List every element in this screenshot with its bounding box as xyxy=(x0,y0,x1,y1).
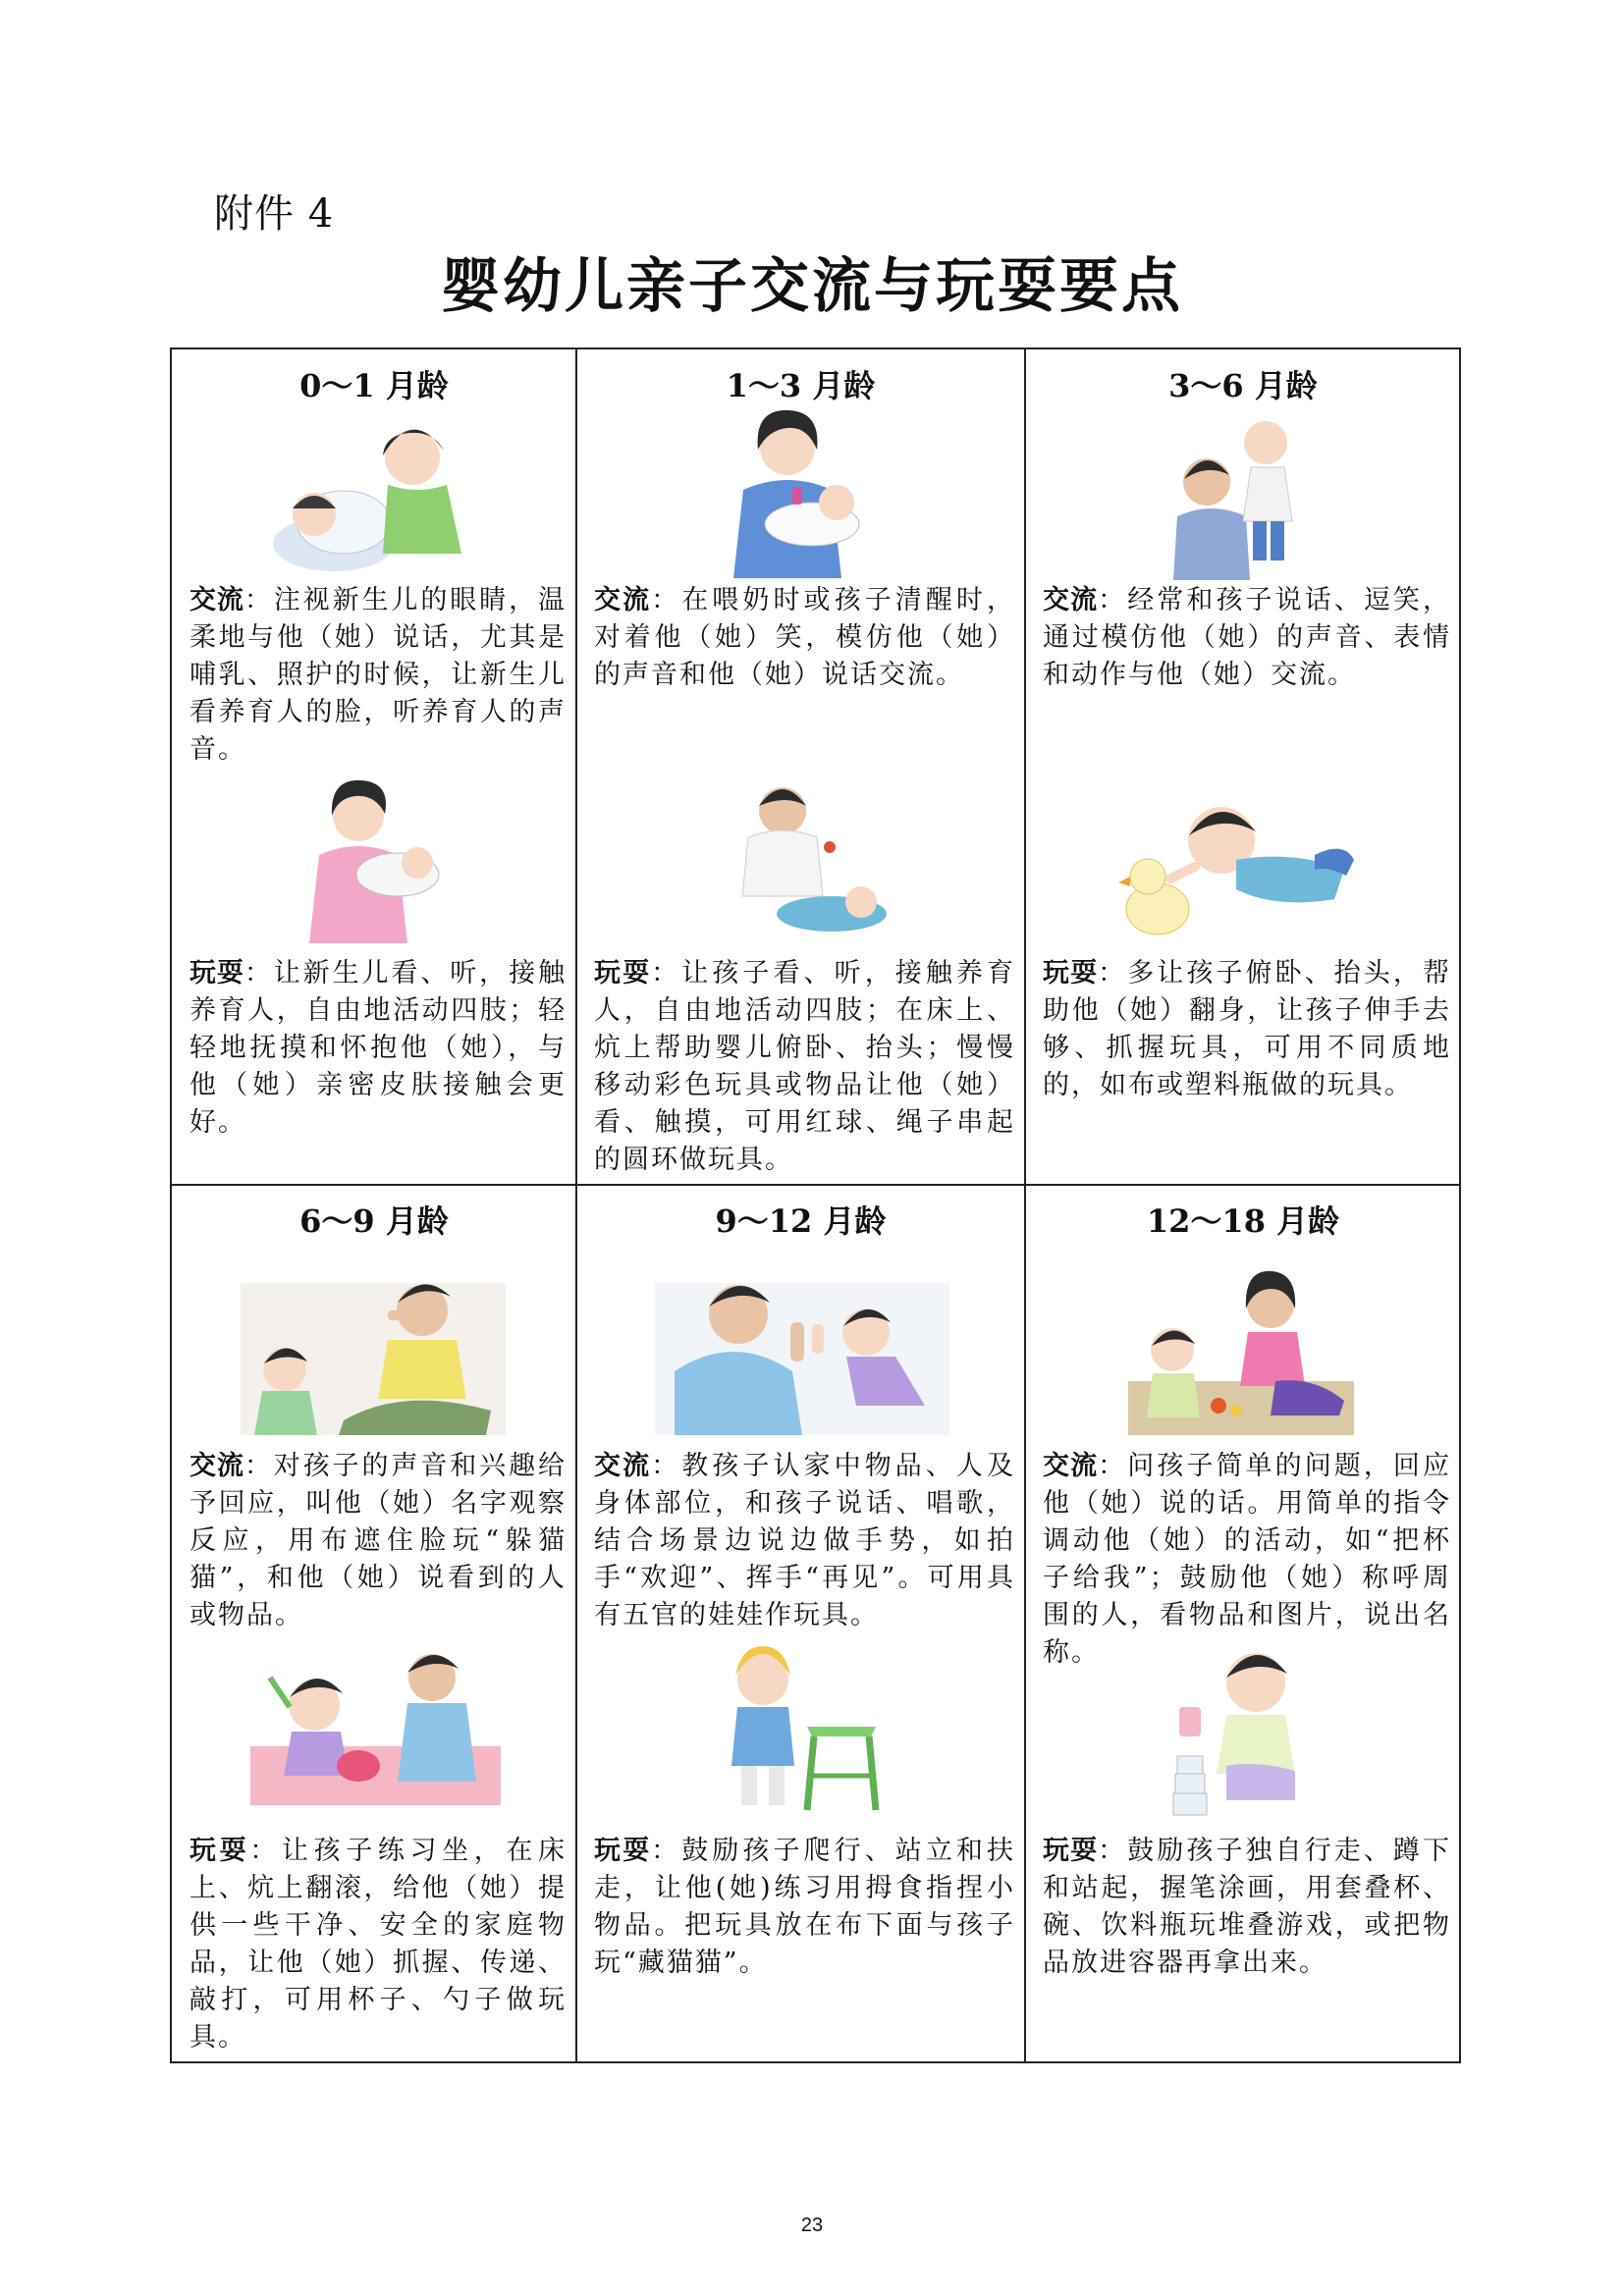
communicate-text: 交流：在喂奶时或孩子清醒时，对着他（她）笑，模仿他（她）的声音和他（她）说话交流。 xyxy=(594,585,1016,690)
age-heading: 0～1 月龄 xyxy=(299,367,449,404)
father-lifting-baby-illustration xyxy=(1172,408,1310,585)
play-text: 玩耍：鼓励孩子爬行、站立和扶走，让他(她)练习用拇食指捏小物品。把玩具放在布下面与孩子玩“藏猫猫”。 xyxy=(594,1836,1016,1978)
baby-reaching-duck-illustration xyxy=(1118,786,1364,943)
play-text: 玩耍：鼓励孩子独自行走、蹲下和站起，握笔涂画，用套叠杯、碗、饮料瓶玩堆叠游戏，或把物品放进容器再拿出来。 xyxy=(1043,1836,1452,1978)
cell-age-12-18 xyxy=(1025,1185,1461,2063)
mother-newborn-illustration xyxy=(265,406,471,583)
child-stacking-cups-illustration xyxy=(1158,1638,1315,1820)
mother-holding-baby-illustration xyxy=(304,776,447,948)
age-heading: 6～9 月龄 xyxy=(299,1202,449,1240)
high-five-illustration xyxy=(655,1263,949,1435)
play-text: 玩耍：让孩子练习坐，在床上、炕上翻滚，给他（她）提供一些干净、安全的家庭物品，让他（她）抓握、传递、敲打，可用杯子、勺子做玩具。 xyxy=(189,1836,568,2053)
attachment-label: 附件 4 xyxy=(214,191,335,237)
mother-feeding-baby-illustration xyxy=(724,406,881,583)
communicate-label: 交流 xyxy=(1043,1451,1099,1481)
activity-table xyxy=(170,347,1461,2063)
communicate-label: 交流 xyxy=(594,1451,652,1481)
communicate-text: 交流：经常和孩子说话、逗笑，通过模仿他（她）的声音、表情和动作与他（她）交流。 xyxy=(1043,585,1452,690)
play-label: 玩耍 xyxy=(189,1836,250,1866)
play-label: 玩耍 xyxy=(594,958,652,988)
page-title: 婴幼儿亲子交流与玩耍要点 xyxy=(441,252,1183,321)
cell-age-6-9 xyxy=(172,1185,576,2063)
communicate-label: 交流 xyxy=(189,1451,244,1481)
cell-age-1-3 xyxy=(576,349,1025,1185)
communicate-text: 交流：问孩子简单的问题，回应他（她）说的话。用简单的指令调动他（她）的活动，如“把杯子给我”；鼓励他（她）称呼周围的人，看物品和图片，说出名称。 xyxy=(1043,1451,1452,1668)
communicate-text: 交流：注视新生儿的眼睛，温柔地与他（她）说话，尤其是哺乳、照护的时候，让新生儿看养育人的脸，听养育人的声音。 xyxy=(189,585,568,765)
cell-age-9-12 xyxy=(576,1185,1025,2063)
peekaboo-illustration xyxy=(241,1263,506,1435)
mother-child-play-illustration xyxy=(1128,1263,1354,1435)
page-number: 23 xyxy=(800,2215,824,2236)
age-heading: 3～6 月龄 xyxy=(1168,367,1318,404)
age-heading: 9～12 月龄 xyxy=(715,1202,887,1240)
play-label: 玩耍 xyxy=(1043,958,1099,988)
play-label: 玩耍 xyxy=(189,958,244,988)
communicate-label: 交流 xyxy=(594,585,652,615)
age-heading: 12～18 月龄 xyxy=(1146,1202,1340,1240)
communicate-text: 交流：对孩子的声音和兴趣给予回应，叫他（她）名字观察反应，用布遮住脸玩“躲猫猫”，和他（她）说看到的人或物品。 xyxy=(189,1451,568,1630)
communicate-text: 交流：教孩子认家中物品、人及身体部位，和孩子说话、唱歌，结合场景边说边做手势，如拍手“欢迎”、挥手“再见”。可用具有五官的娃娃作玩具。 xyxy=(594,1451,1016,1630)
communicate-label: 交流 xyxy=(1043,585,1099,615)
play-label: 玩耍 xyxy=(1043,1836,1099,1866)
cell-age-3-6 xyxy=(1025,349,1461,1185)
play-text: 玩耍：多让孩子俯卧、抬头，帮助他（她）翻身，让孩子伸手去够、抓握玩具，可用不同质地的，如布或塑料瓶做的玩具。 xyxy=(1043,958,1452,1100)
baby-standing-stool-illustration xyxy=(714,1638,886,1820)
baby-sitting-with-mother-illustration xyxy=(250,1638,501,1805)
play-text: 玩耍：让新生儿看、听，接触养育人，自由地活动四肢；轻轻地抚摸和怀抱他（她），与他（她）亲密皮肤接触会更好。 xyxy=(189,958,568,1138)
play-label: 玩耍 xyxy=(594,1836,652,1866)
play-text: 玩耍：让孩子看、听，接触养育人，自由地活动四肢；在床上、炕上帮助婴儿俯卧、抬头；慢慢移动彩色玩具或物品让他（她）看、触摸，可用红球、绳子串起的圆环做玩具。 xyxy=(594,958,1016,1175)
communicate-label: 交流 xyxy=(189,585,244,615)
father-rattle-baby-illustration xyxy=(724,776,891,943)
cell-age-0-1 xyxy=(172,349,576,1185)
age-heading: 1～3 月龄 xyxy=(726,367,876,404)
